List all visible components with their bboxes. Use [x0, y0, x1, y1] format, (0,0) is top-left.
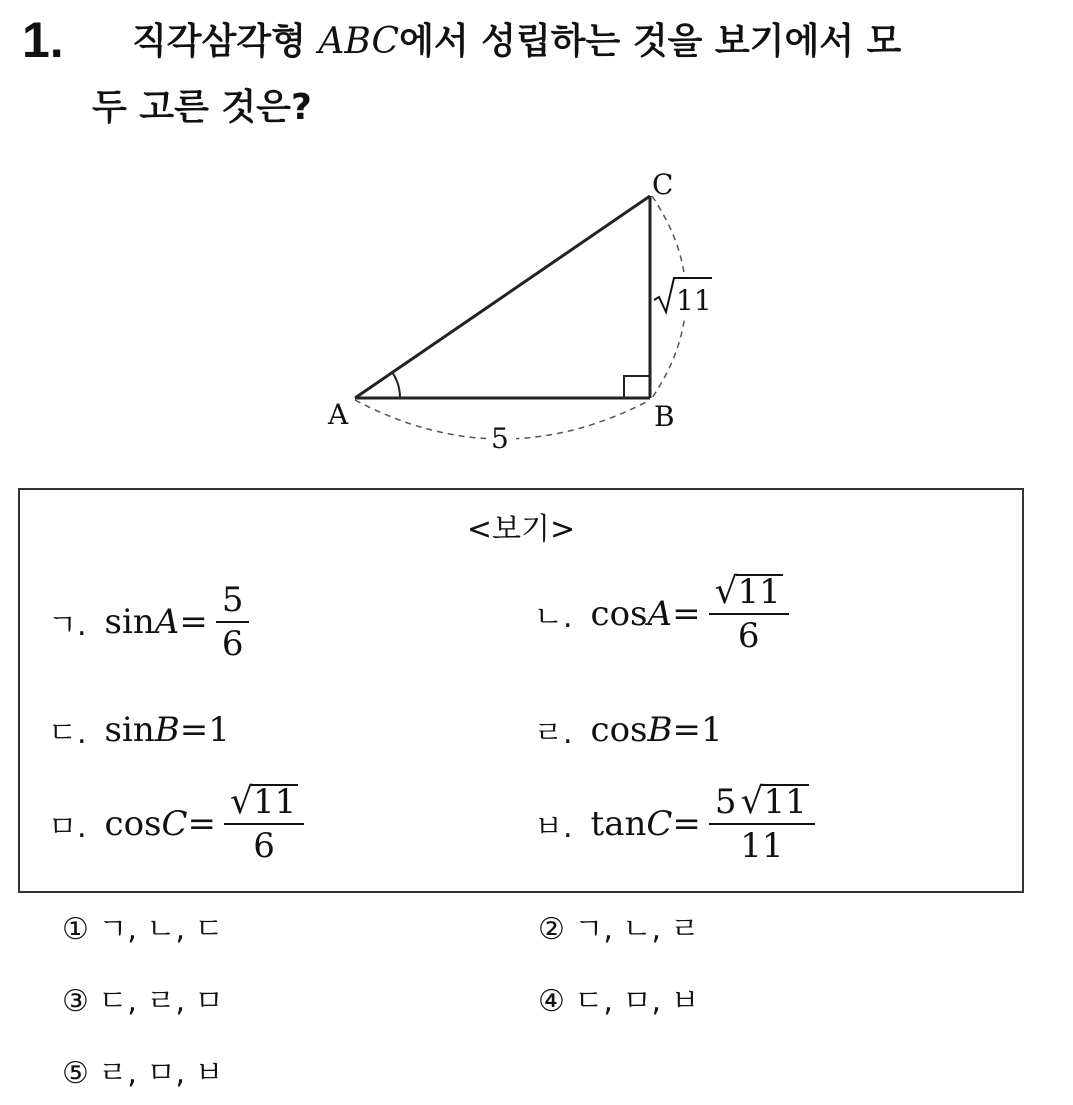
- radicand: 11: [252, 782, 297, 822]
- option-bieup: [534, 781, 815, 866]
- angle-name: B: [647, 710, 673, 750]
- question-text-before: 직각삼각형: [132, 21, 319, 62]
- option-expression: [590, 781, 815, 866]
- label-side-bc-radicand: 11: [676, 284, 712, 317]
- numerator: [224, 781, 304, 823]
- numerator: 5: [221, 580, 244, 620]
- denominator: 11: [740, 826, 784, 866]
- option-giyeok: [48, 582, 249, 662]
- func-name: cos: [590, 710, 648, 750]
- choice-1[interactable]: ① ㄱ, ㄴ, ㄷ: [62, 912, 224, 947]
- label-b: B: [654, 400, 675, 433]
- equals-sign: =: [672, 804, 701, 844]
- numerator: [709, 781, 815, 823]
- radicand: 11: [763, 782, 807, 822]
- choice-2[interactable]: ② ㄱ, ㄴ, ㄹ: [538, 912, 700, 947]
- angle-name: A: [647, 594, 673, 634]
- sqrt: [714, 571, 783, 612]
- angle-name: C: [161, 804, 188, 844]
- numerator: [709, 571, 789, 613]
- fraction: [709, 781, 815, 866]
- option-key: ㅁ.: [48, 810, 87, 845]
- equals-sign: =: [187, 804, 217, 844]
- option-key: ㄷ.: [48, 716, 87, 751]
- angle-name: A: [154, 602, 180, 642]
- equals-sign: =: [672, 710, 701, 750]
- fraction: [224, 781, 304, 866]
- value: 1: [208, 710, 230, 750]
- sqrt-sign: √: [714, 571, 738, 612]
- option-mieum: [48, 781, 304, 866]
- equals-sign: =: [179, 602, 208, 642]
- option-rieul: [534, 708, 723, 752]
- radicand: 11: [737, 572, 781, 612]
- angle-a-arc: [392, 372, 400, 398]
- sqrt: [740, 781, 809, 822]
- denominator: 6: [737, 616, 760, 656]
- func-name: cos: [104, 804, 162, 844]
- sqrt-sign: √: [740, 781, 764, 822]
- option-expression: [104, 781, 305, 866]
- option-expression: [105, 710, 230, 750]
- option-key: ㄹ.: [534, 716, 573, 751]
- coefficient: 5: [714, 782, 737, 822]
- label-a: A: [328, 398, 349, 431]
- option-nieun: [534, 571, 789, 656]
- bogi-box: [18, 488, 1024, 893]
- option-key: ㄴ.: [534, 600, 573, 635]
- value: 1: [701, 710, 723, 750]
- func-name: sin: [104, 602, 155, 642]
- denominator: 6: [221, 624, 244, 664]
- func-name: tan: [590, 804, 647, 844]
- option-expression: [105, 582, 250, 662]
- question-text-line1: [132, 14, 901, 70]
- sqrt: [230, 781, 298, 822]
- equals-sign: =: [672, 594, 701, 634]
- choice-5[interactable]: ⑤ ㄹ, ㅁ, ㅂ: [62, 1056, 224, 1091]
- label-c: C: [652, 168, 674, 201]
- triangle-name: ABC: [318, 21, 400, 62]
- option-expression: [590, 571, 789, 656]
- denominator: 6: [253, 826, 275, 866]
- option-digeut: [48, 708, 230, 752]
- equals-sign: =: [179, 710, 209, 750]
- side-ac: [355, 196, 650, 398]
- bogi-title: <보기>: [466, 512, 576, 547]
- sqrt-sign: √: [230, 781, 253, 822]
- option-expression: [591, 710, 723, 750]
- option-key: ㅂ.: [534, 810, 573, 845]
- choice-3[interactable]: ③ ㄷ, ㄹ, ㅁ: [62, 984, 224, 1019]
- right-angle-mark: [624, 376, 650, 398]
- triangle-figure: [300, 160, 760, 460]
- fraction: [216, 582, 250, 662]
- func-name: cos: [590, 594, 648, 634]
- question-text-line2: 두 고른 것은?: [92, 87, 312, 128]
- question-number: 1.: [22, 12, 64, 68]
- choice-4[interactable]: ④ ㄷ, ㅁ, ㅂ: [538, 984, 700, 1019]
- label-side-ab: 5: [491, 422, 509, 455]
- fraction: [709, 571, 789, 656]
- angle-name: C: [646, 804, 673, 844]
- question-text-after: 에서 성립하는 것을 보기에서 모: [399, 21, 902, 62]
- option-key: ㄱ.: [48, 608, 87, 643]
- angle-name: B: [154, 710, 180, 750]
- func-name: sin: [104, 710, 155, 750]
